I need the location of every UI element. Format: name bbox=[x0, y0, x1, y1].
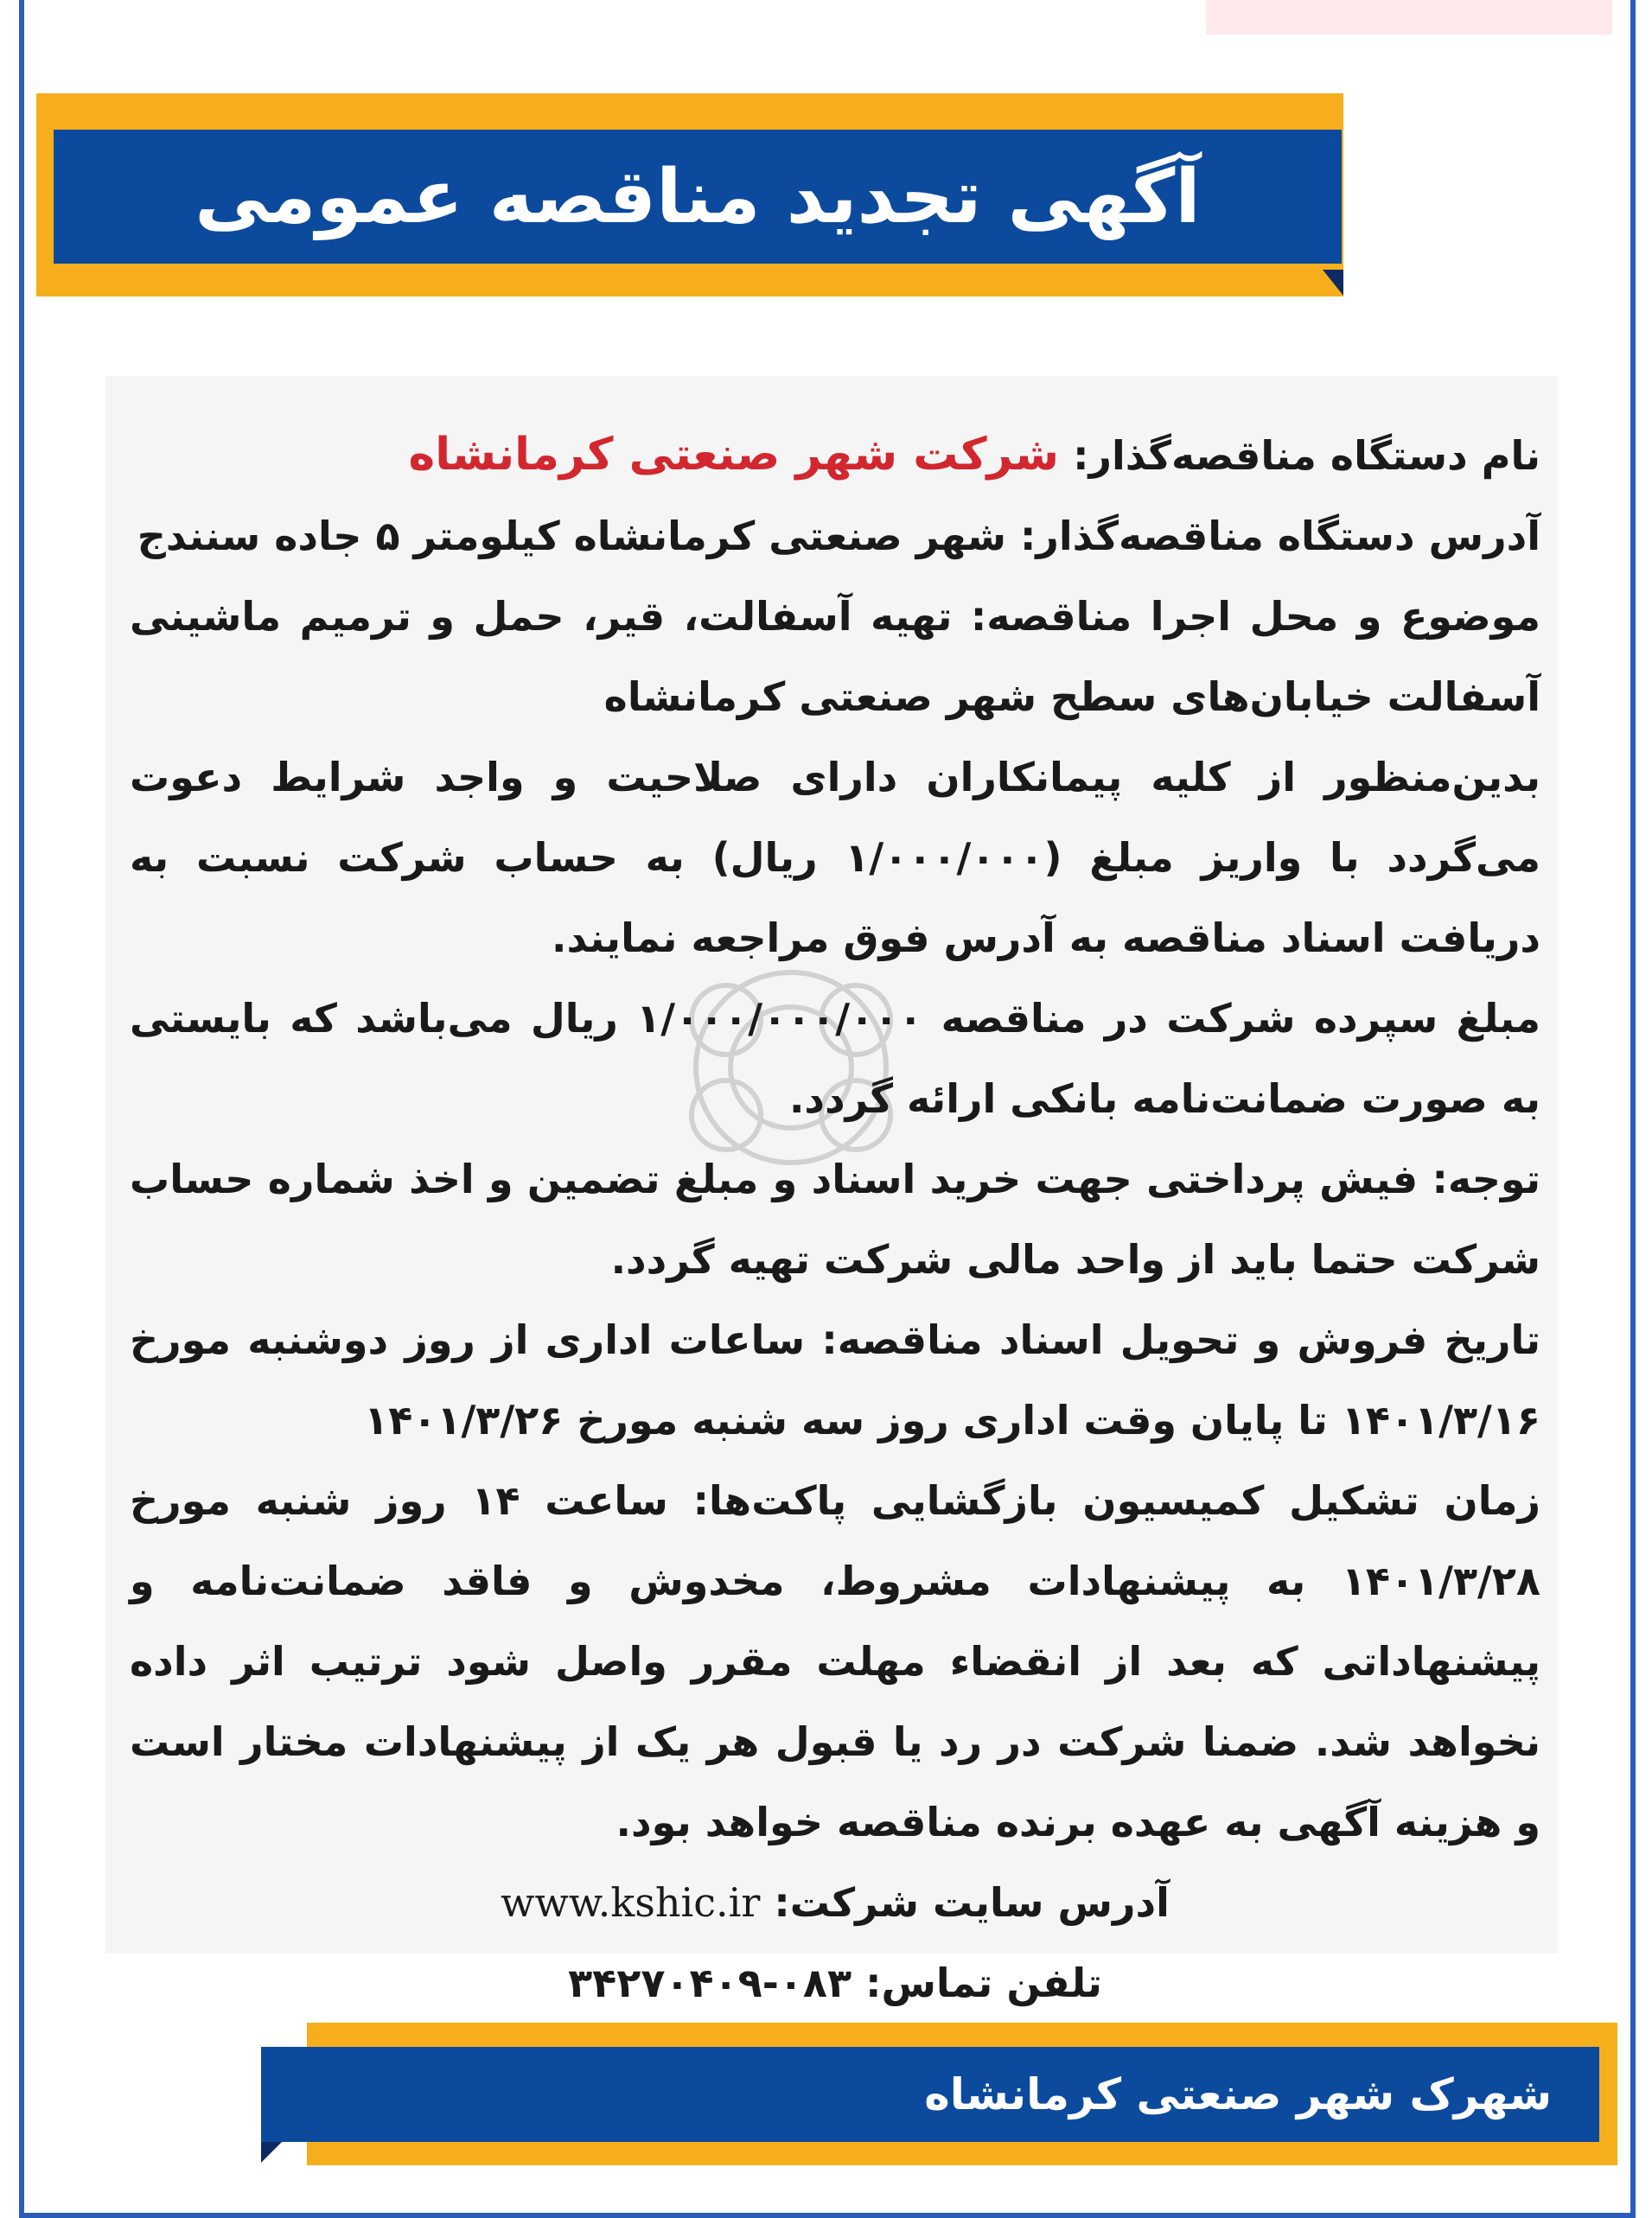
notice-content bbox=[130, 415, 1540, 2024]
footer-banner bbox=[261, 2047, 1599, 2142]
sale-dates-paragraph: تاریخ فروش و تحویل اسناد مناقصه: ساعات اداری از روز دوشنبه مورخ ۱۴۰۱/۳/۱۶ تا پایان وقت اداری روز سه شنبه مورخ ۱۴۰۱/۳/۲۶ bbox=[130, 1316, 1540, 1444]
website-line bbox=[130, 1863, 1540, 1943]
title-banner-fold bbox=[1323, 270, 1343, 296]
footer-banner-fold bbox=[261, 2142, 282, 2163]
website-link[interactable]: www.kshic.ir bbox=[501, 1879, 761, 1926]
corner-tab bbox=[1206, 0, 1612, 35]
organizer-name: شرکت شهر صنعتی کرمانشاه bbox=[408, 429, 1060, 481]
website-label: آدرس سایت شرکت: bbox=[774, 1879, 1170, 1926]
organizer-address: آدرس دستگاه مناقصه‌گذار: شهر صنعتی کرمانشاه کیلومتر ۵ جاده سنندج bbox=[137, 513, 1540, 559]
deposit-paragraph: مبلغ سپرده شرکت در مناقصه ۱/۰۰۰/۰۰۰/۰۰۰ ریال می‌باشد که بایستی به صورت ضمانت‌نامه بانکی ارائه گردد. bbox=[130, 995, 1540, 1122]
notice-title: آگهی تجدید مناقصه عمومی bbox=[195, 153, 1201, 240]
phone-number: ۰۸۳-۳۴۲۷۰۴۰۹ bbox=[568, 1960, 852, 2006]
organizer-line bbox=[130, 415, 1540, 496]
organizer-label: نام دستگاه مناقصه‌گذار: bbox=[1073, 432, 1540, 479]
title-banner bbox=[54, 130, 1342, 264]
opening-paragraph: زمان تشکیل کمیسیون بازگشایی پاکت‌ها: ساعت ۱۴ روز شنبه مورخ ۱۴۰۱/۳/۲۸ به پیشنهادات مشروط، مخدوش و فاقد ضمانت‌نامه و پیشنهاداتی که بعد از انقضاء مهلت مقرر واصل شود ترتیب اثر داده نخواهد شد. ضمنا شرکت در رد یا قبول هر یک از پیشنهادات مختار است و هزینه آگهی به عهده برنده مناقصه خواهد بود. bbox=[130, 1477, 1540, 1845]
tender-subject: موضوع و محل اجرا مناقصه: تهیه آسفالت، قیر، حمل و ترمیم ماشینی آسفالت خیابان‌های سطح شهر صنعتی کرمانشاه bbox=[130, 593, 1540, 720]
note-paragraph: توجه: فیش پرداختی جهت خرید اسناد و مبلغ تضمین و اخذ شماره حساب شرکت حتما باید از واحد مالی شرکت تهیه گردد. bbox=[130, 1156, 1540, 1283]
phone-line bbox=[130, 1943, 1540, 2024]
phone-label: تلفن تماس: bbox=[865, 1960, 1102, 2006]
invitation-paragraph: بدین‌منظور از کلیه پیمانکاران دارای صلاحیت و واجد شرایط دعوت می‌گردد با واریز مبلغ (۱/۰۰۰/۰۰۰ ریال) به حساب شرکت نسبت به دریافت اسناد مناقصه به آدرس فوق مراجعه نمایند. bbox=[130, 754, 1540, 961]
footer-organization: شهرک شهر صنعتی کرمانشاه bbox=[924, 2069, 1552, 2119]
